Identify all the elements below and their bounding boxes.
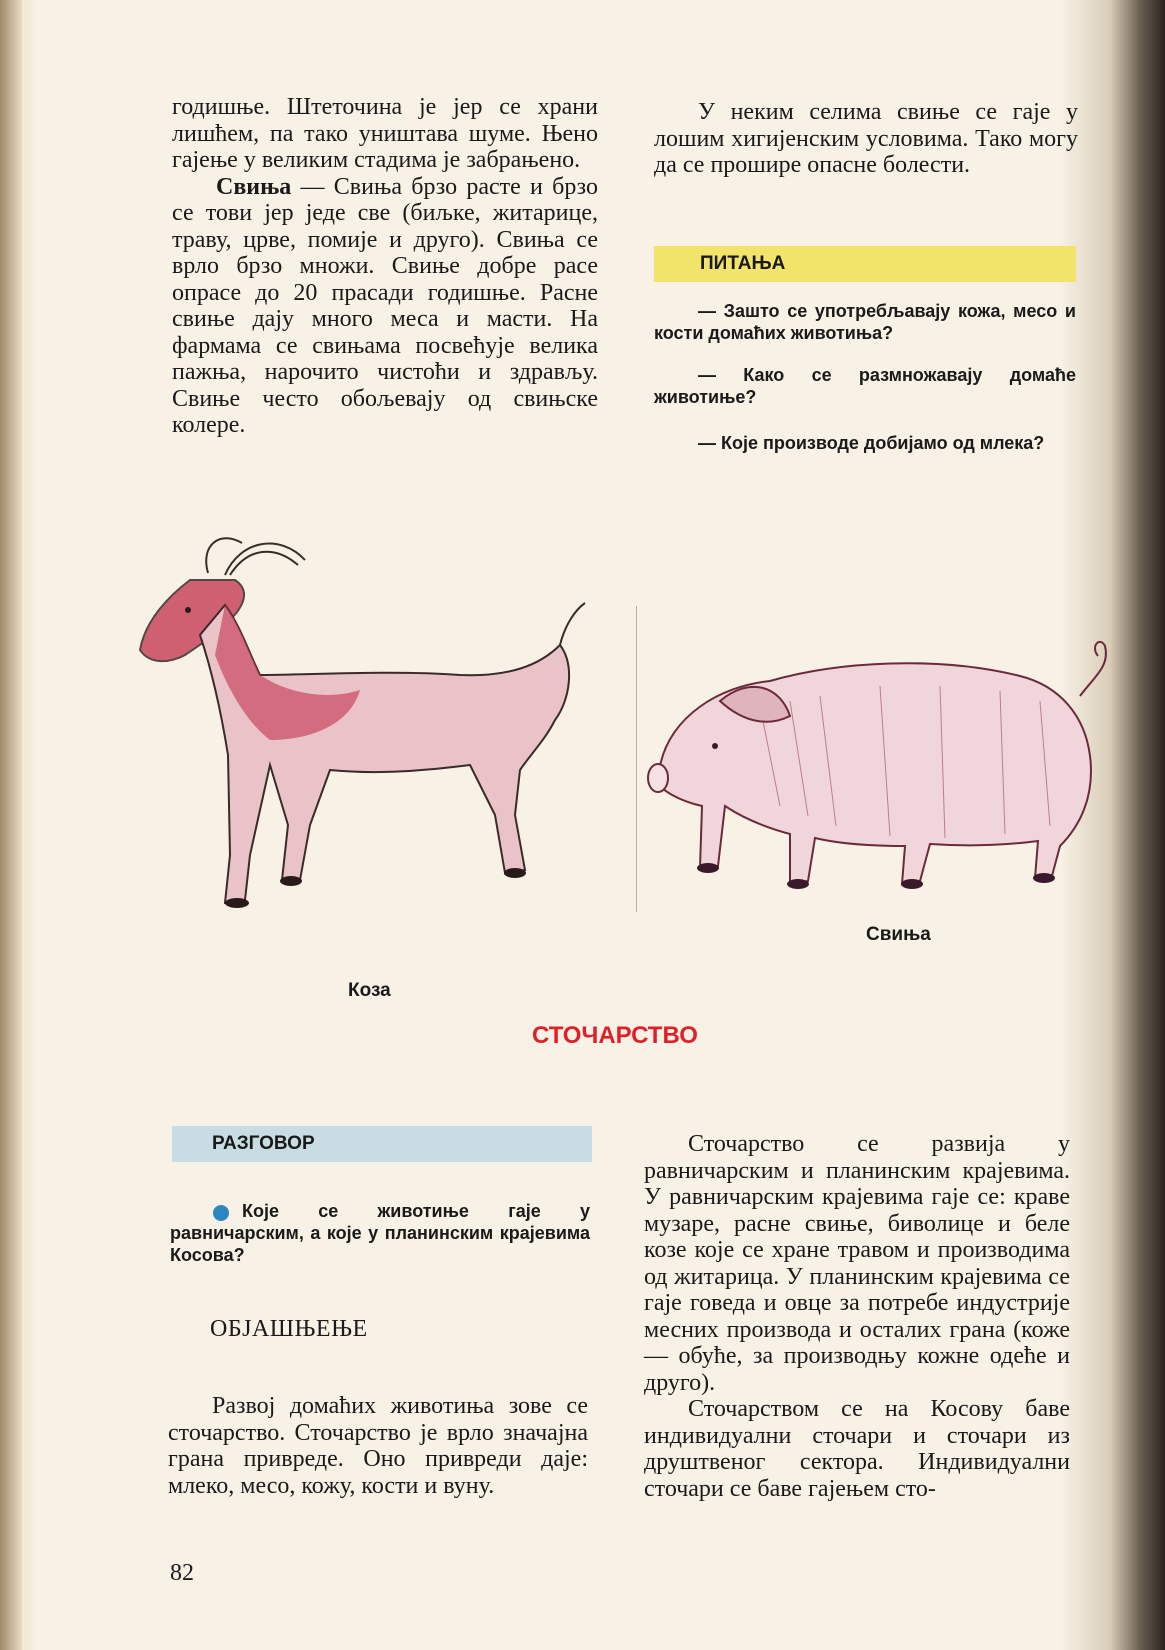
- question-2: — Како се размножавају домаће животиње?: [654, 365, 1076, 407]
- goat-caption: Коза: [348, 980, 391, 1001]
- term-svinja: Свиња: [216, 173, 292, 200]
- illustration-divider: [636, 606, 637, 912]
- book-binding: [0, 0, 22, 1650]
- paragraph-livestock-2: Сточарством се на Косову баве индивидуални сточари и сточари из друштвеног сектора. Индивидуални сточари се баве гајењем сто-: [644, 1396, 1070, 1502]
- paragraph-livestock-1: Сточарство се развија у равничарским и планинским крајевима. У равничарским крајевима гаје се: краве музаре, расне свиње, биволице и беле козе које се хране травом и производима од житарица. У планинским крајевима се гаје говеда и овце за потребе индустрије месних производа и осталих грана (коже — обуће, за производњу кожне одеће и друго).: [644, 1131, 1070, 1396]
- conversation-question: Које се животиње гаје у равничарским, а које у планинским крајевима Косова?: [170, 1201, 590, 1265]
- paragraph-pig-text: — Свиња брзо расте и брзо се тови јер једе све (биљке, житарице, траву, црве, помије и друго). Свиња се врло брзо множи. Свиње добре расе опрасе до 20 прасади годишње. Расне свиње дају много меса и масти. На фармама се свињама посвећује велика пажња, нарочито чистоћи и здрављу. Свиње често обољевају од свињске колере.: [172, 173, 598, 438]
- right-column-top-text: У неким селима свиње се гаје у лошим хигијенским условима. Тако могу да се прошире опасне болести.: [654, 99, 1078, 178]
- right-column-bottom-text: [644, 1131, 1070, 1502]
- question-3: — Које производе добијамо од млека?: [698, 433, 1045, 453]
- section-title: СТОЧАРСТВО: [532, 1022, 698, 1049]
- question-1: — Зашто се употребљавају кожа, месо и кости домаћих животиња?: [654, 301, 1076, 343]
- left-column-top-text: [172, 94, 598, 439]
- conversation-heading: РАЗГОВОР: [172, 1126, 592, 1162]
- explanation-heading: ОБЈАШЊЕЊЕ: [210, 1316, 368, 1342]
- pig-illustration: [640, 606, 1120, 926]
- page-number: 82: [170, 1560, 194, 1586]
- paragraph-goat-end: годишње. Штеточина је јер се храни лишћем, па тако уништава шуме. Њено гајење у великим стадима је забрањено.: [172, 94, 598, 173]
- paragraph-pig: [172, 174, 598, 439]
- explanation-text: Развој домаћих животиња зове се сточарство. Сточарство је врло значајна грана привреде. Оно привреди даје: млеко, месо, кожу, кости и вуну.: [168, 1393, 588, 1499]
- questions-heading: ПИТАЊА: [654, 246, 1076, 282]
- goat-illustration: [130, 525, 610, 965]
- pig-caption: Свиња: [866, 924, 931, 945]
